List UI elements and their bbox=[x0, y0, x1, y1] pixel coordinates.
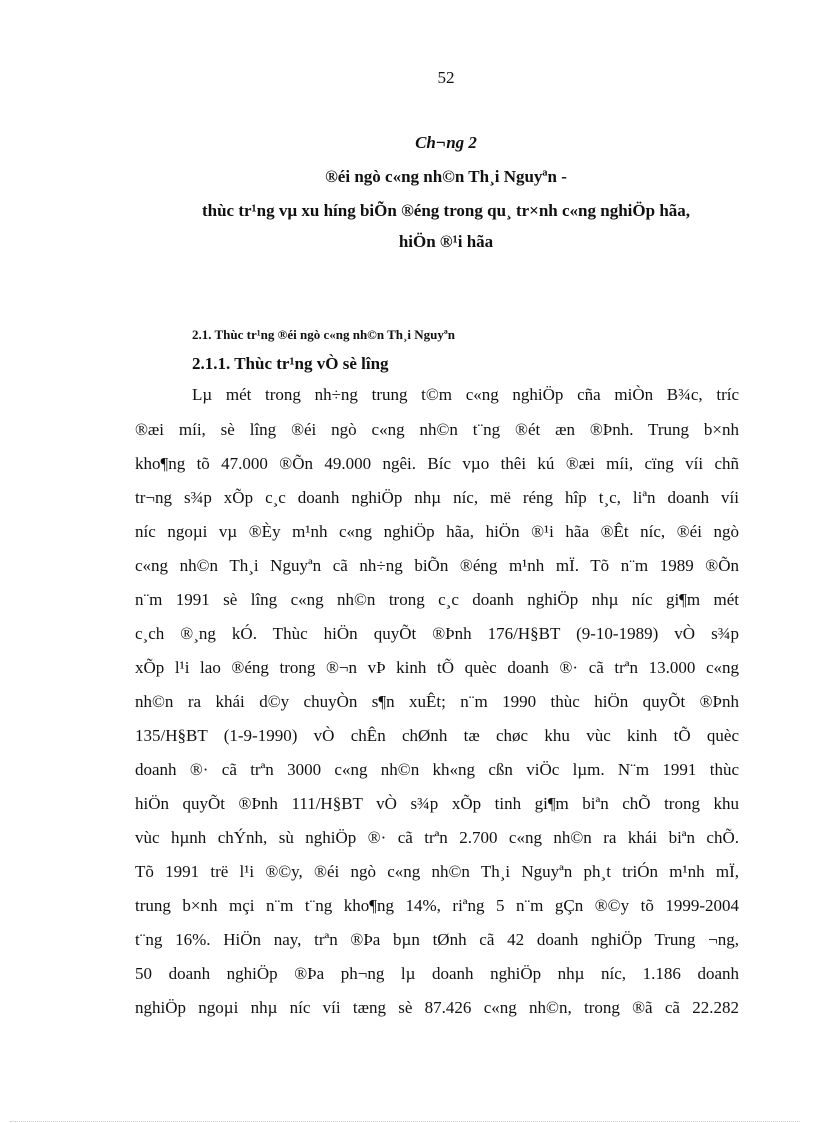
body-line: vùc hµnh chÝnh, sù nghiÖp ®· cã trªn 2.700 c«ng nh©n ra khái biªn chÕ. bbox=[135, 828, 739, 847]
chapter-title-line-3: hiÖn ®¹i hãa bbox=[398, 232, 494, 251]
body-line: c«ng nh©n Th¸i Nguyªn cã nh÷ng biÕn ®éng m¹nh mÏ. Tõ n¨m 1989 ®Õn bbox=[135, 556, 739, 575]
body-line: kho¶ng tõ 47.000 ®Õn 49.000 ngêi. Bíc vµo thêi kú ®æi míi, cïng víi chñ bbox=[135, 454, 739, 473]
body-line: nghiÖp ngoµi nhµ níc víi tæng sè 87.426 c«ng nh©n, trong ®ã cã 22.282 bbox=[135, 998, 739, 1017]
page-bottom-border bbox=[10, 1121, 800, 1122]
page-number: 52 bbox=[437, 68, 455, 87]
body-line: trung b×nh mçi n¨m t¨ng kho¶ng 14%, riªng 5 n¨m gÇn ®©y tõ 1999-2004 bbox=[135, 896, 739, 915]
body-line: ®æi míi, sè lîng ®éi ngò c«ng nh©n t¨ng ®ét æn ®Þnh. Trung b×nh bbox=[135, 420, 739, 439]
body-line: Lµ mét trong nh÷ng trung t©m c«ng nghiÖp cña miÒn B¾c, tríc bbox=[192, 385, 739, 404]
subsection-heading: 2.1.1. Thùc tr¹ng vÒ sè lîng bbox=[192, 354, 389, 373]
body-line: 50 doanh nghiÖp ®Þa ph¬ng lµ doanh nghiÖp nhµ níc, 1.186 doanh bbox=[135, 964, 739, 983]
chapter-label: Ch¬ng 2 bbox=[415, 133, 477, 152]
section-heading: 2.1. Thùc tr¹ng ®éi ngò c«ng nh©n Th¸i Nguyªn bbox=[192, 327, 455, 342]
body-line: c¸ch ®¸ng kÓ. Thùc hiÖn quyÕt ®Þnh 176/H§BT (9-10-1989) vÒ s¾p bbox=[135, 624, 739, 643]
body-line: tr¬ng s¾p xÕp c¸c doanh nghiÖp nhµ níc, më réng hîp t¸c, liªn doanh víi bbox=[135, 488, 739, 507]
body-line: xÕp l¹i lao ®éng trong ®¬n vÞ kinh tÕ quèc doanh ®· cã trªn 13.000 c«ng bbox=[135, 658, 739, 677]
body-line: hiÖn quyÕt ®Þnh 111/H§BT vÒ s¾p xÕp tinh gi¶m biªn chÕ trong khu bbox=[135, 794, 739, 813]
body-line: 135/H§BT (1-9-1990) vÒ chÊn chØnh tæ chøc khu vùc kinh tÕ quèc bbox=[135, 726, 739, 745]
body-line: doanh ®· cã trªn 3000 c«ng nh©n kh«ng cßn viÖc lµm. N¨m 1991 thùc bbox=[135, 760, 739, 779]
body-line: t¨ng 16%. HiÖn nay, trªn ®Þa bµn tØnh cã 42 doanh nghiÖp Trung ¬ng, bbox=[135, 930, 739, 949]
chapter-title-line-2: thùc tr¹ng vµ xu híng biÕn ®éng trong qu¸ tr×nh c«ng nghiÖp hãa, bbox=[201, 201, 691, 220]
body-line: Tõ 1991 trë l¹i ®©y, ®éi ngò c«ng nh©n Th¸i Nguyªn ph¸t triÓn m¹nh mÏ, bbox=[135, 862, 739, 881]
body-line: níc ngoµi vµ ®Èy m¹nh c«ng nghiÖp hãa, hiÖn ®¹i hãa ®Êt níc, ®éi ngò bbox=[135, 522, 739, 541]
chapter-title-line-1: ®éi ngò c«ng nh©n Th¸i Nguyªn - bbox=[325, 167, 567, 186]
body-line: n¨m 1991 sè lîng c«ng nh©n trong c¸c doanh nghiÖp nhµ níc gi¶m mét bbox=[135, 590, 739, 609]
body-line: nh©n ra khái d©y chuyÒn s¶n xuÊt; n¨m 1990 thùc hiÖn quyÕt ®Þnh bbox=[135, 692, 739, 711]
